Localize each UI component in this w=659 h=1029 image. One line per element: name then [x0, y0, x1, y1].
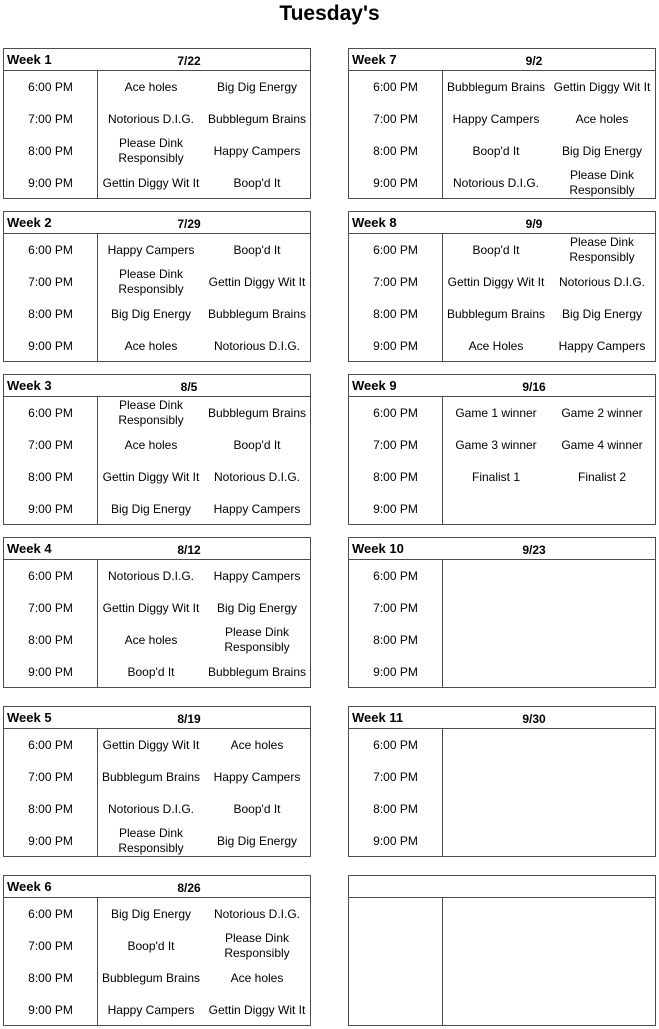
team-b: Finalist 2: [577, 469, 627, 484]
week-label: Week 11: [352, 710, 404, 725]
team-a: Big Dig Energy: [110, 906, 192, 921]
week-header: [349, 707, 655, 729]
team-a: Gettin Diggy Wit It: [447, 274, 545, 289]
game-time: 6:00 PM: [373, 406, 418, 420]
game-row: [4, 560, 310, 592]
week-7-block: [348, 48, 656, 199]
week-header: [4, 49, 310, 71]
team-b: Bubblegum Brains: [207, 111, 307, 126]
game-row: [349, 429, 655, 461]
team-b: Gettin Diggy Wit It: [553, 79, 651, 94]
game-row: [4, 167, 310, 199]
game-time: 8:00 PM: [373, 307, 418, 321]
game-time: 9:00 PM: [28, 834, 73, 848]
game-time: 9:00 PM: [373, 339, 418, 353]
team-a: Gettin Diggy Wit It: [102, 600, 200, 615]
team-a: Bubblegum Brains: [446, 79, 546, 94]
team-b: Please Dink Responsibly: [569, 235, 635, 264]
team-a: Ace holes: [124, 338, 178, 353]
team-a: Please Dink Responsibly: [118, 826, 184, 855]
game-row: [349, 793, 655, 825]
team-a: Ace holes: [124, 632, 178, 647]
game-row: [4, 729, 310, 761]
week-date: 8/5: [180, 380, 198, 394]
game-time: 7:00 PM: [28, 112, 73, 126]
empty-week-header: [349, 876, 655, 898]
game-row: [4, 461, 310, 493]
week-label: Week 5: [7, 710, 52, 725]
team-a: Game 3 winner: [455, 437, 537, 452]
week-header: [4, 375, 310, 397]
game-time: 7:00 PM: [373, 601, 418, 615]
team-b: Please Dink Responsibly: [224, 931, 290, 960]
game-time: 9:00 PM: [373, 665, 418, 679]
game-time: 6:00 PM: [373, 738, 418, 752]
team-a: Bubblegum Brains: [101, 769, 201, 784]
game-row: [4, 793, 310, 825]
game-time: 9:00 PM: [373, 502, 418, 516]
team-a: Ace holes: [124, 437, 178, 452]
game-row: [4, 103, 310, 135]
team-a: Ace holes: [124, 79, 178, 94]
game-time: 9:00 PM: [28, 339, 73, 353]
team-b: Happy Campers: [558, 338, 646, 353]
team-b: Ace holes: [575, 111, 629, 126]
game-row: [4, 234, 310, 266]
game-time: 6:00 PM: [373, 569, 418, 583]
game-time: 6:00 PM: [28, 406, 73, 420]
game-time: 8:00 PM: [28, 633, 73, 647]
week-date: 9/16: [522, 380, 546, 394]
game-row: [349, 71, 655, 103]
week-date: 8/26: [177, 881, 201, 895]
game-time: 8:00 PM: [28, 802, 73, 816]
game-row: [349, 761, 655, 793]
game-time: 7:00 PM: [28, 770, 73, 784]
team-a: Game 1 winner: [455, 405, 537, 420]
week-header: [349, 538, 655, 560]
game-row: [349, 135, 655, 167]
team-a: Gettin Diggy Wit It: [102, 175, 200, 190]
week-date: 7/29: [177, 217, 201, 231]
team-a: Finalist 1: [471, 469, 521, 484]
week-header: [4, 707, 310, 729]
team-b: Bubblegum Brains: [207, 405, 307, 420]
week-label: Week 2: [7, 215, 52, 230]
game-row: [349, 729, 655, 761]
game-row: [349, 103, 655, 135]
game-time: 7:00 PM: [28, 275, 73, 289]
game-time: 9:00 PM: [28, 665, 73, 679]
week-label: Week 8: [352, 215, 397, 230]
game-row: [349, 560, 655, 592]
week-date: 9/9: [525, 217, 543, 231]
game-time: 9:00 PM: [28, 1003, 73, 1017]
team-a: Ace Holes: [468, 338, 524, 353]
game-time: 6:00 PM: [28, 243, 73, 257]
week-label: Week 1: [7, 52, 52, 67]
team-b: Ace holes: [230, 737, 284, 752]
team-a: Notorious D.I.G.: [107, 111, 195, 126]
week-2-block: [3, 211, 311, 362]
empty-week-block: [348, 875, 656, 1026]
game-time: 6:00 PM: [373, 80, 418, 94]
game-row: [4, 656, 310, 688]
week-date: 8/12: [177, 543, 201, 557]
game-row: [349, 298, 655, 330]
team-b: Bubblegum Brains: [207, 306, 307, 321]
week-10-block: [348, 537, 656, 688]
game-time: 8:00 PM: [373, 144, 418, 158]
week-3-block: [3, 374, 311, 525]
team-a: Boop'd It: [127, 938, 175, 953]
team-a: Notorious D.I.G.: [107, 568, 195, 583]
week-header: [349, 49, 655, 71]
game-time: 7:00 PM: [373, 770, 418, 784]
game-row: [4, 592, 310, 624]
team-b: Big Dig Energy: [216, 79, 298, 94]
team-a: Happy Campers: [452, 111, 540, 126]
team-b: Notorious D.I.G.: [213, 469, 301, 484]
game-row: [4, 135, 310, 167]
game-time: 8:00 PM: [28, 971, 73, 985]
game-time: 9:00 PM: [373, 834, 418, 848]
week-date: 7/22: [177, 54, 201, 68]
team-a: Please Dink Responsibly: [118, 398, 184, 427]
team-b: Game 2 winner: [561, 405, 643, 420]
week-date: 9/30: [522, 712, 546, 726]
week-9-block: [348, 374, 656, 525]
game-row: [349, 825, 655, 857]
team-b: Big Dig Energy: [561, 306, 643, 321]
game-row: [349, 397, 655, 429]
week-header: [349, 212, 655, 234]
week-label: Week 10: [352, 541, 404, 556]
week-header: [4, 876, 310, 898]
team-a: Happy Campers: [107, 242, 195, 257]
game-row: [349, 656, 655, 688]
week-11-block: [348, 706, 656, 857]
week-date: 9/2: [525, 54, 543, 68]
team-b: Please Dink Responsibly: [224, 625, 290, 654]
week-header: [4, 212, 310, 234]
week-label: Week 4: [7, 541, 52, 556]
week-label: Week 6: [7, 879, 52, 894]
game-row: [349, 592, 655, 624]
week-4-block: [3, 537, 311, 688]
team-b: Happy Campers: [213, 143, 301, 158]
game-row: [4, 898, 310, 930]
game-time: 9:00 PM: [28, 502, 73, 516]
week-header: [4, 538, 310, 560]
team-b: Boop'd It: [233, 801, 281, 816]
week-label: Week 3: [7, 378, 52, 393]
team-b: Notorious D.I.G.: [558, 274, 646, 289]
game-time: 9:00 PM: [373, 176, 418, 190]
game-time: 8:00 PM: [373, 633, 418, 647]
team-b: Big Dig Energy: [561, 143, 643, 158]
game-row: [349, 461, 655, 493]
week-6-block: [3, 875, 311, 1026]
team-a: Bubblegum Brains: [101, 970, 201, 985]
team-b: Happy Campers: [213, 769, 301, 784]
game-row: [4, 761, 310, 793]
team-a: Bubblegum Brains: [446, 306, 546, 321]
game-row: [4, 330, 310, 362]
game-row: [349, 167, 655, 199]
team-b: Boop'd It: [233, 175, 281, 190]
game-row: [4, 266, 310, 298]
team-b: Notorious D.I.G.: [213, 338, 301, 353]
game-time: 7:00 PM: [28, 939, 73, 953]
team-a: Notorious D.I.G.: [452, 175, 540, 190]
game-time: 8:00 PM: [28, 470, 73, 484]
game-row: [4, 493, 310, 525]
team-b: Notorious D.I.G.: [213, 906, 301, 921]
team-b: Boop'd It: [233, 437, 281, 452]
game-row: [349, 493, 655, 525]
game-row: [4, 71, 310, 103]
game-row: [349, 234, 655, 266]
week-date: 8/19: [177, 712, 201, 726]
game-time: 9:00 PM: [28, 176, 73, 190]
game-time: 6:00 PM: [28, 738, 73, 752]
game-row: [4, 825, 310, 857]
team-a: Boop'd It: [472, 242, 520, 257]
game-time: 6:00 PM: [28, 907, 73, 921]
team-a: Big Dig Energy: [110, 306, 192, 321]
team-b: Big Dig Energy: [216, 833, 298, 848]
team-b: Gettin Diggy Wit It: [208, 274, 306, 289]
team-a: Please Dink Responsibly: [118, 136, 184, 165]
game-row: [4, 930, 310, 962]
week-label: Week 9: [352, 378, 397, 393]
team-a: Please Dink Responsibly: [118, 267, 184, 296]
team-b: Gettin Diggy Wit It: [208, 1002, 306, 1017]
team-a: Big Dig Energy: [110, 501, 192, 516]
game-row: [4, 624, 310, 656]
game-time: 6:00 PM: [28, 569, 73, 583]
team-b: Happy Campers: [213, 568, 301, 583]
game-time: 6:00 PM: [373, 243, 418, 257]
team-a: Notorious D.I.G.: [107, 801, 195, 816]
game-time: 8:00 PM: [373, 802, 418, 816]
team-a: Boop'd It: [127, 664, 175, 679]
game-time: 7:00 PM: [373, 438, 418, 452]
team-a: [443, 493, 549, 525]
game-time: 7:00 PM: [373, 112, 418, 126]
game-time: 7:00 PM: [28, 601, 73, 615]
game-row: [349, 266, 655, 298]
game-time: 7:00 PM: [373, 275, 418, 289]
game-row: [349, 624, 655, 656]
game-time: 8:00 PM: [28, 307, 73, 321]
team-a: Gettin Diggy Wit It: [102, 737, 200, 752]
team-b: Game 4 winner: [561, 437, 643, 452]
week-5-block: [3, 706, 311, 857]
team-b: Bubblegum Brains: [207, 664, 307, 679]
game-time: 7:00 PM: [28, 438, 73, 452]
game-row: [349, 330, 655, 362]
week-header: [349, 375, 655, 397]
game-row: [4, 298, 310, 330]
team-b: Please Dink Responsibly: [569, 168, 635, 197]
team-a: Gettin Diggy Wit It: [102, 469, 200, 484]
team-a: Happy Campers: [107, 1002, 195, 1017]
team-a: Boop'd It: [472, 143, 520, 158]
team-b: Big Dig Energy: [216, 600, 298, 615]
week-date: 9/23: [522, 543, 546, 557]
week-8-block: [348, 211, 656, 362]
team-b: Boop'd It: [233, 242, 281, 257]
page-title: Tuesday's: [279, 2, 380, 25]
team-b: Happy Campers: [213, 501, 301, 516]
game-time: 6:00 PM: [28, 80, 73, 94]
team-b: Ace holes: [230, 970, 284, 985]
week-label: Week 7: [352, 52, 397, 67]
game-row: [4, 429, 310, 461]
game-row: [4, 397, 310, 429]
game-time: 8:00 PM: [28, 144, 73, 158]
game-row: [4, 962, 310, 994]
week-1-block: [3, 48, 311, 199]
team-b: [549, 493, 655, 525]
game-row: [4, 994, 310, 1026]
game-time: 8:00 PM: [373, 470, 418, 484]
